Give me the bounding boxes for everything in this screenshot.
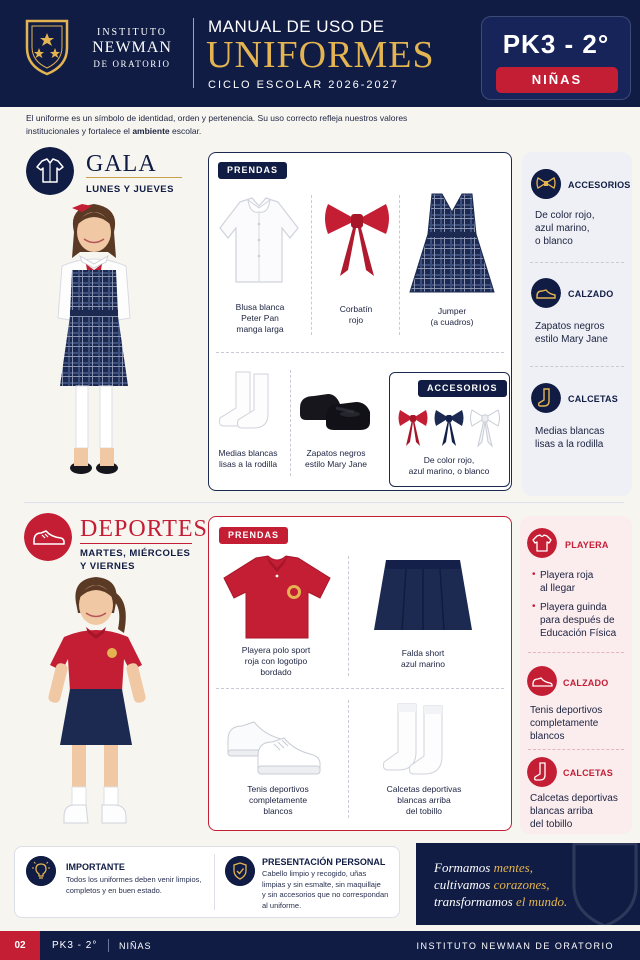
bow-icon <box>531 169 561 199</box>
motto-text <box>434 859 567 910</box>
white-blouse-image <box>216 192 302 288</box>
header-divider <box>193 18 194 88</box>
deportes-side-head: CALZADO <box>563 678 609 688</box>
presentation-text: Cabello limpio y recogido, uñas limpias y sin esmalte, sin maquillaje y sin accesorios que no correspondan al uniforme. <box>262 869 389 910</box>
shield-check-icon <box>225 856 255 886</box>
deportes-item-label: Falda short azul marino <box>401 648 445 669</box>
sneaker-icon <box>24 513 72 561</box>
school-name-line2: NEWMAN <box>92 39 172 56</box>
deportes-side-head: CALCETAS <box>563 768 613 778</box>
white-socks-image <box>218 370 278 432</box>
deportes-side-divider <box>528 652 624 653</box>
gala-divider <box>290 370 291 476</box>
sock-icon <box>527 757 557 787</box>
deportes-title-underline <box>80 543 192 544</box>
school-name-line1: INSTITUTO <box>96 27 168 38</box>
red-bow-image <box>322 198 392 282</box>
deportes-divider <box>216 688 504 689</box>
gala-side-head: ACCESORIOS <box>568 180 631 190</box>
section-divider <box>24 502 624 503</box>
gala-divider <box>311 195 312 335</box>
gala-title: GALA <box>86 151 157 177</box>
plaid-jumper-image <box>406 190 498 298</box>
deportes-item-label: Calcetas deportivas blancas arriba del tobillo <box>386 784 462 816</box>
gala-side-divider <box>530 366 624 367</box>
shoe-icon <box>531 278 561 308</box>
gala-side-text: De color rojo, azul marino, o blanco <box>535 210 595 247</box>
motto-accent: mentes, <box>493 860 533 875</box>
footer-grade: PK3 - 2° <box>52 940 98 951</box>
gala-item-label: Blusa blanca Peter Pan manga larga <box>235 302 285 334</box>
gala-divider <box>216 352 504 353</box>
deportes-side-text: Calcetas deportivas blancas arriba del tobillo <box>530 793 618 830</box>
gala-side-head: CALCETAS <box>568 394 618 404</box>
motto-accent: corazones, <box>493 877 550 892</box>
bottom-bar <box>0 931 640 960</box>
motto-line <box>434 893 567 910</box>
motto-line <box>434 859 567 876</box>
motto-accent: el mundo. <box>516 894 568 909</box>
deportes-title: DEPORTES <box>80 516 208 542</box>
intro-text <box>26 112 446 138</box>
navy-skort-image <box>372 556 474 640</box>
deportes-side-divider <box>528 749 624 750</box>
girl-gala-uniform-figure <box>34 198 154 488</box>
intro-text-bold: ambiente <box>132 126 170 136</box>
intro-text-main: El uniforme es un símbolo de identidad, orden y pertenencia. Su uso correcto refleja nuestros valores institucionales y fortalece el <box>26 113 408 136</box>
page-number: 02 <box>0 931 40 960</box>
bullet-icon: • <box>532 601 536 612</box>
deportes-prendas-tag: PRENDAS <box>219 527 288 544</box>
gala-title-underline <box>86 177 182 178</box>
deportes-side-bullet: Playera guinda para después de Educación Física <box>540 602 617 639</box>
grade-label: PK3 - 2° <box>502 29 610 59</box>
gala-accessories-tag: ACCESORIOS <box>418 380 507 397</box>
footer-separator <box>108 939 109 952</box>
important-text: Todos los uniformes deben venir limpios, completos y en buen estado. <box>66 875 202 895</box>
gala-side-text: Zapatos negros estilo Mary Jane <box>535 321 608 345</box>
intro-text-end: escolar. <box>169 126 202 136</box>
gala-side-head: CALZADO <box>568 289 614 299</box>
gala-prendas-tag: PRENDAS <box>218 162 287 179</box>
white-sport-socks-image <box>380 702 464 778</box>
gala-side-text: Medias blancas lisas a la rodilla <box>535 426 605 450</box>
presentation-head: PRESENTACIÓN PERSONAL <box>262 857 386 867</box>
school-crest-icon <box>24 18 70 76</box>
gala-accessories-text: De color rojo, azul marino, o blanco <box>408 455 490 476</box>
title-top: MANUAL DE USO DE <box>208 17 385 36</box>
deportes-item-label: Tenis deportivos completamente blancos <box>247 784 309 816</box>
deportes-divider <box>348 556 349 676</box>
sock-icon <box>531 383 561 413</box>
motto-line <box>434 876 567 893</box>
school-name <box>80 27 184 69</box>
deportes-side-text: Tenis deportivos completamente blancos <box>530 705 603 742</box>
deportes-subtitle: MARTES, MIÉRCOLES Y VIERNES <box>80 548 191 572</box>
gala-side-divider <box>530 262 624 263</box>
black-shoes-image <box>296 380 376 434</box>
bullet-icon: • <box>532 569 536 580</box>
deportes-side-bullet: Playera roja al llegar <box>540 570 594 594</box>
lightbulb-icon <box>26 856 56 886</box>
blouse-icon <box>26 147 74 195</box>
title-main: UNIFORMES <box>206 34 435 76</box>
sneaker-icon <box>527 666 557 696</box>
deportes-divider <box>348 700 349 818</box>
footer-school: INSTITUTO NEWMAN DE ORATORIO <box>416 941 614 951</box>
gender-badge: NIÑAS <box>496 67 618 93</box>
deportes-side-head: PLAYERA <box>565 540 609 550</box>
gala-item-label: Zapatos negros estilo Mary Jane <box>305 448 367 469</box>
important-head: IMPORTANTE <box>66 862 125 872</box>
motto-banner <box>416 843 640 925</box>
gala-item-label: Corbatín rojo <box>339 304 373 325</box>
page-header <box>0 0 640 107</box>
deportes-item-label: Playera polo sport roja con logotipo bordado <box>241 645 311 677</box>
motto-plain: transformamos <box>434 894 516 909</box>
footer-gender: NIÑAS <box>119 941 152 951</box>
girl-sport-uniform-figure <box>38 573 154 835</box>
school-name-line3: DE ORATORIO <box>93 59 171 69</box>
gala-item-label: Jumper (a cuadros) <box>430 306 474 327</box>
motto-plain: Formamos <box>434 860 494 875</box>
gala-item-label: Medias blancas lisas a la rodilla <box>218 448 278 469</box>
white-sneakers-image <box>224 700 332 780</box>
gala-divider <box>399 195 400 335</box>
motto-plain: cultivamos <box>434 877 494 892</box>
gala-subtitle: LUNES Y JUEVES <box>86 184 174 195</box>
shirt-icon <box>527 528 557 558</box>
info-divider <box>214 854 215 910</box>
title-sub: CICLO ESCOLAR 2026-2027 <box>208 79 399 91</box>
watermark-crest-icon <box>560 843 640 925</box>
red-polo-image <box>218 554 336 640</box>
grade-box <box>481 16 631 100</box>
hair-bows-image <box>396 404 504 448</box>
